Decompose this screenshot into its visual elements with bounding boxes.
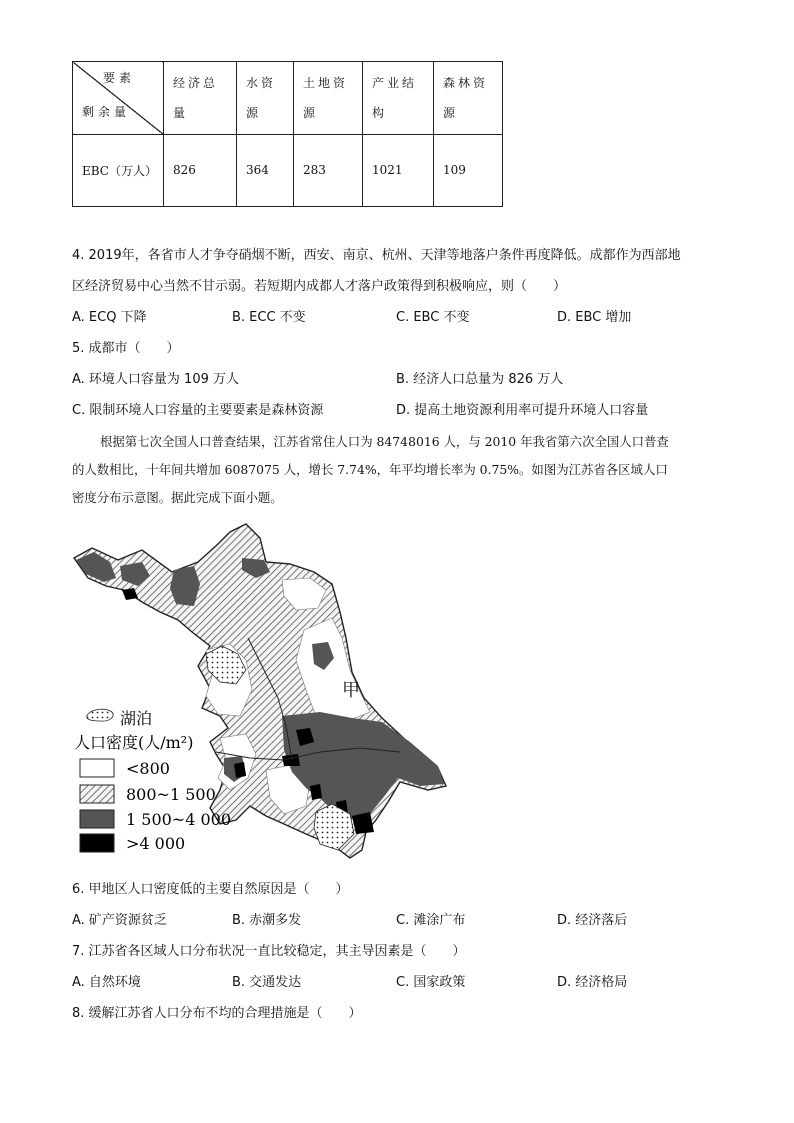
- column-header: 产业结构: [363, 62, 434, 135]
- question-8-stem: 8. 缓解江苏省人口分布不均的合理措施是（ ）: [72, 1006, 362, 1021]
- legend-lake-label: 湖泊: [120, 709, 153, 728]
- diagonal-header-cell: [73, 62, 164, 135]
- passage-line: 密度分布示意图。据此完成下面小题。: [72, 490, 283, 505]
- question-7-stem: 7. 江苏省各区域人口分布状况一直比较稳定，其主导因素是（ ）: [72, 944, 466, 959]
- legend-swatch-very-high: [80, 834, 114, 852]
- q5-option-d[interactable]: D. 提高土地资源利用率可提升环境人口容量: [396, 403, 649, 418]
- legend-label-low: <800: [126, 759, 170, 778]
- legend-swatch-medium: [80, 785, 114, 803]
- q7-option-b[interactable]: B. 交通发达: [232, 975, 302, 990]
- passage: [72, 428, 722, 512]
- table-header-row: [73, 62, 503, 135]
- q5-option-a[interactable]: A. 环境人口容量为 109 万人: [72, 372, 240, 387]
- passage-line: 根据第七次全国人口普查结果，江苏省常住人口为 84748016 人，与 2010 年我省第六次全国人口普查: [100, 434, 669, 449]
- passage-line: 的人数相比，十年间共增加 6087075 人，增长 7.74%，年平均增长率为 0.75%。如图为江苏省各区域人口: [72, 462, 668, 477]
- q4-option-c[interactable]: C. EBC 不变: [396, 310, 470, 325]
- legend-label-medium: 800~1 500: [126, 785, 216, 804]
- table-cell: 826: [164, 135, 237, 207]
- very-dense-zone: [234, 762, 246, 778]
- q7-option-c[interactable]: C. 国家政策: [396, 975, 466, 990]
- jiangsu-population-density-map: [70, 520, 460, 872]
- column-header: 水资源: [237, 62, 294, 135]
- q4-option-d[interactable]: D. EBC 增加: [557, 310, 632, 325]
- header-top-label: 要素: [102, 71, 135, 85]
- q6-option-b[interactable]: B. 赤潮多发: [232, 913, 302, 928]
- q4-option-b[interactable]: B. ECC 不变: [232, 310, 306, 325]
- legend-label-very-high: >4 000: [126, 834, 186, 853]
- q6-option-a[interactable]: A. 矿产资源贫乏: [72, 913, 167, 928]
- table-cell: 364: [237, 135, 294, 207]
- map-legend: [74, 709, 231, 853]
- table-cell: 283: [294, 135, 363, 207]
- q6-option-d[interactable]: D. 经济落后: [557, 913, 628, 928]
- column-header: 土地资源: [294, 62, 363, 135]
- q7-option-a[interactable]: A. 自然环境: [72, 975, 141, 990]
- row-label: EBC（万人）: [73, 135, 164, 207]
- q4-option-a[interactable]: A. ECQ 下降: [72, 310, 147, 325]
- question-4-line2: 区经济贸易中心当然不甘示弱。若短期内成都人才落户政策得到积极响应，则（ ）: [72, 279, 567, 294]
- question-6-stem: 6. 甲地区人口密度低的主要自然原因是（ ）: [72, 882, 349, 897]
- dense-zone: [170, 566, 200, 606]
- q5-option-b[interactable]: B. 经济人口总量为 826 万人: [396, 372, 564, 387]
- legend-title: 人口密度(人/m²): [74, 733, 194, 752]
- question-5-stem: 5. 成都市（ ）: [72, 341, 180, 356]
- column-header: 经济总量: [164, 62, 237, 135]
- legend-swatch-high: [80, 810, 114, 828]
- header-bottom-label: 剩余量: [82, 105, 131, 119]
- legend-label-high: 1 500~4 000: [126, 810, 232, 829]
- ebc-table: [72, 61, 503, 207]
- table-row: [73, 135, 503, 207]
- table-cell: 1021: [363, 135, 434, 207]
- q5-option-c[interactable]: C. 限制环境人口容量的主要要素是森林资源: [72, 403, 324, 418]
- map-label-jia: 甲: [342, 680, 360, 701]
- column-header: 森林资源: [434, 62, 503, 135]
- table-cell: 109: [434, 135, 503, 207]
- q6-option-c[interactable]: C. 滩涂广布: [396, 913, 466, 928]
- lake-legend-icon: [87, 709, 114, 721]
- q7-option-d[interactable]: D. 经济格局: [557, 975, 628, 990]
- very-dense-zone: [310, 784, 322, 800]
- question-4-line1: 4. 2019年，各省市人才争夺硝烟不断，西安、南京、杭州、天津等地落户条件再度降低。成都作为西部地: [72, 248, 681, 263]
- legend-swatch-low: [80, 759, 114, 777]
